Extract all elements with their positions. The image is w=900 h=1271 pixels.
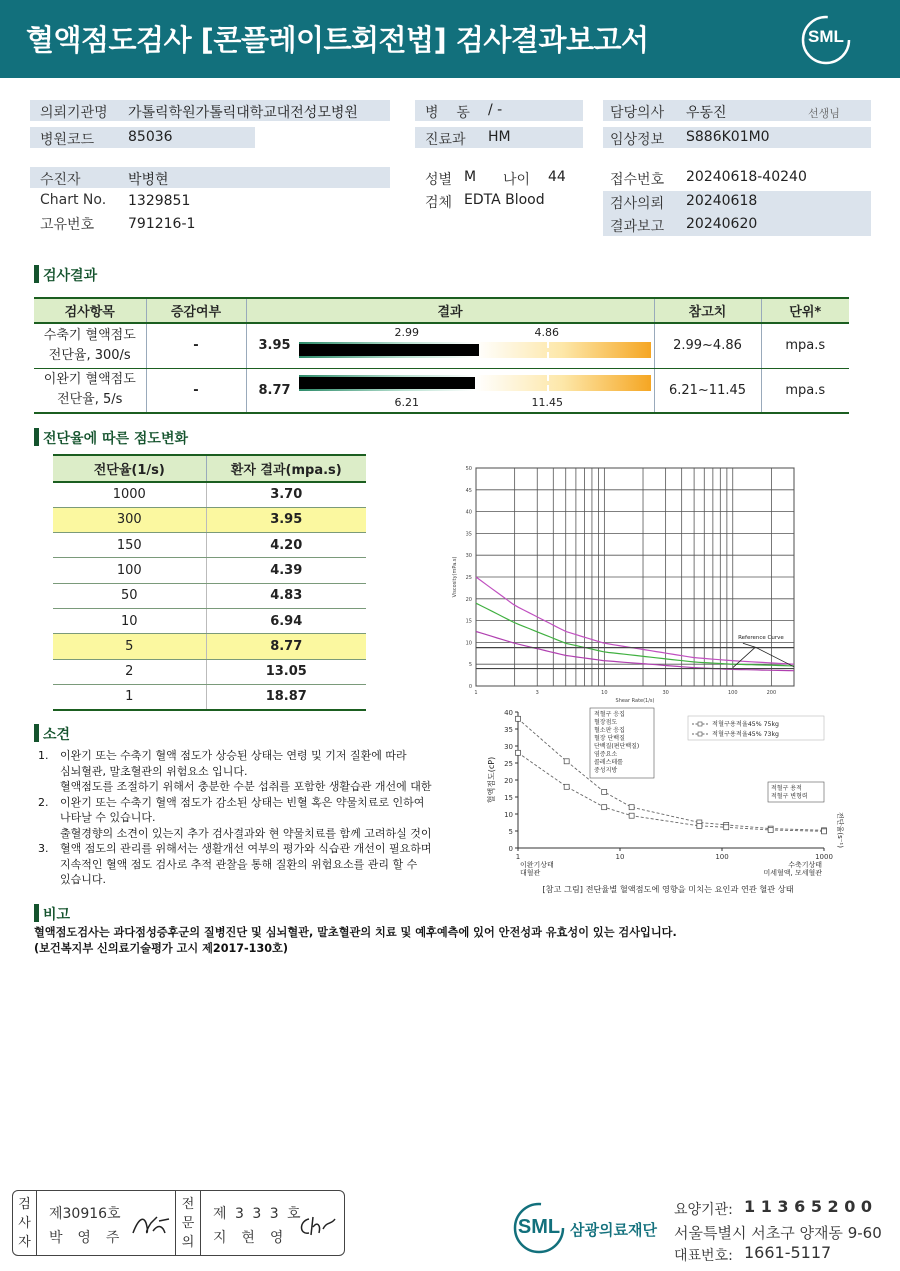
data-point bbox=[822, 829, 827, 834]
opinion-section-title: 소견 bbox=[34, 724, 70, 744]
inspector-name: 박 영 주 bbox=[49, 1230, 122, 1246]
data-point bbox=[602, 805, 607, 810]
y-tick-label: 0 bbox=[508, 845, 513, 853]
x-tick-label: 10 bbox=[615, 853, 625, 861]
result-item: 수축기 혈액점도 전단율, 300/s bbox=[34, 323, 146, 368]
table-row bbox=[34, 323, 849, 368]
y-tick-label: 20 bbox=[465, 596, 472, 603]
dept-value: HM bbox=[488, 129, 511, 145]
chart-value: 1329851 bbox=[128, 193, 191, 209]
institution-value: 가톨릭학원가톨릭대학교대전성모병원 bbox=[128, 105, 358, 121]
y-tick-label: 5 bbox=[508, 828, 513, 836]
shear-table bbox=[53, 454, 366, 711]
y-tick-label: 30 bbox=[465, 553, 472, 560]
factor-label: 단백질(편단백질) bbox=[594, 743, 640, 750]
factor-label: 염증요소 bbox=[594, 751, 618, 758]
y-tick-label: 40 bbox=[504, 709, 513, 717]
doctor-suffix: 선생님 bbox=[808, 107, 840, 120]
phone-label: 대표번호: bbox=[674, 1248, 733, 1264]
result-cell bbox=[246, 323, 654, 368]
result-marker-bar bbox=[299, 344, 479, 356]
y-tick-label: 10 bbox=[504, 811, 513, 819]
result-value: 3.95 bbox=[258, 338, 291, 353]
patient-value: 박병현 bbox=[128, 172, 169, 188]
dept-label: 진료과 bbox=[425, 132, 466, 148]
results-header-ref: 참고치 bbox=[654, 298, 761, 323]
inspector-label: 검 사 자 bbox=[13, 1191, 37, 1255]
right-axis-label: 전단율(s⁻¹) bbox=[836, 812, 844, 848]
table-row: 300 3.95 bbox=[53, 507, 366, 532]
hospital-code-value: 85036 bbox=[128, 129, 173, 145]
y-tick-label: 0 bbox=[468, 684, 472, 690]
table-row bbox=[34, 368, 849, 413]
y-tick-label: 45 bbox=[465, 487, 472, 494]
remark-text: 혈액점도검사는 과다점성증후군의 질병진단 및 심뇌혈관, 말초혈관의 치료 및 예후예측에 있어 안전성과 유효성이 있는 검사입니다. (보건복지부 신의료기술평가 고시 제2017-130호) bbox=[34, 926, 677, 955]
data-point bbox=[724, 825, 729, 830]
y-axis-label: Viscosity(mPa.s) bbox=[452, 556, 458, 598]
result-unit: mpa.s bbox=[761, 368, 849, 413]
data-point bbox=[516, 750, 521, 755]
data-point bbox=[516, 716, 521, 721]
left-note: 이완기상태 bbox=[520, 861, 554, 869]
opinion-item: 3. 혈액 점도의 관리를 위해서는 생활개선 여부의 평가와 식습관 개선이 필요하며 지속적인 혈액 점도 검사로 추적 관찰을 통해 질환의 위험요소를 관리 할 수 있습니다. bbox=[38, 842, 432, 886]
y-tick-label: 25 bbox=[504, 760, 513, 768]
y-tick-label: 20 bbox=[504, 777, 513, 785]
request-label: 검사의뢰 bbox=[610, 196, 665, 212]
y-tick-label: 25 bbox=[465, 575, 472, 581]
clinical-label: 임상정보 bbox=[610, 132, 665, 148]
y-tick-label: 35 bbox=[465, 531, 472, 538]
x-tick-label: 30 bbox=[662, 690, 669, 696]
table-row: 1000 3.70 bbox=[53, 482, 366, 507]
legend-label: 적혈구용적율45% 75kg bbox=[712, 721, 779, 728]
result-value: 8.77 bbox=[258, 382, 291, 398]
results-header-change: 증감여부 bbox=[146, 298, 246, 323]
results-table bbox=[34, 297, 849, 414]
table-row: 5 8.77 bbox=[53, 634, 366, 659]
doctor-value: 우동진 bbox=[686, 105, 727, 121]
factor-label: 혈소판 응집 bbox=[594, 727, 625, 734]
shear-header-value: 환자 결과(mpa.s) bbox=[206, 455, 366, 482]
factor-label: 적혈구 용적 bbox=[771, 785, 802, 792]
clinical-value: S886K01M0 bbox=[686, 129, 770, 145]
result-cell bbox=[246, 368, 654, 413]
code-value: 1 1 3 6 5 2 0 0 bbox=[744, 1197, 873, 1216]
opinion-item: 2. 이완기 또는 수축기 혈액 점도가 감소된 상태는 빈혈 혹은 약물치료로 인하여 나타날 수 있습니다. 출혈경향의 소견이 있는지 추가 검사결과와 현 약물치료를 함께 고려하실 것이 bbox=[38, 795, 432, 840]
annotation-label: Reference Curve bbox=[738, 634, 784, 641]
x-tick-label: 1 bbox=[474, 690, 478, 696]
result-low-tick: 2.99 bbox=[394, 326, 419, 339]
shear-header-rate: 전단율(1/s) bbox=[53, 455, 206, 482]
x-tick-label: 100 bbox=[727, 690, 738, 696]
y-tick-label: 15 bbox=[504, 794, 513, 802]
results-header-unit: 단위* bbox=[761, 298, 849, 323]
shear-section-title: 전단율에 따른 점도변화 bbox=[34, 428, 188, 448]
data-point bbox=[602, 789, 607, 794]
inspector-no: 제30916호 bbox=[49, 1206, 121, 1222]
sml-logo-text: SML bbox=[808, 27, 844, 46]
data-point bbox=[629, 805, 634, 810]
right-note: 수축기상태 bbox=[788, 861, 822, 869]
y-tick-label: 50 bbox=[465, 466, 472, 472]
specialist-signature-icon bbox=[295, 1213, 341, 1239]
id-value: 791216-1 bbox=[128, 216, 196, 232]
table-row: 2 13.05 bbox=[53, 659, 366, 684]
request-value: 20240618 bbox=[686, 193, 758, 209]
id-label: 고유번호 bbox=[40, 217, 95, 233]
sex-value: M bbox=[464, 169, 477, 185]
left-note: 대혈관 bbox=[520, 869, 541, 877]
signature-stamp bbox=[12, 1190, 345, 1256]
y-tick-label: 40 bbox=[465, 509, 472, 516]
factor-chart bbox=[482, 706, 854, 898]
results-section-title: 검사결과 bbox=[34, 265, 97, 285]
factor-label: 중성지방 bbox=[594, 767, 618, 774]
legend-marker bbox=[698, 722, 702, 726]
inspector-signature-icon bbox=[129, 1213, 175, 1239]
x-tick-label: 3 bbox=[535, 690, 539, 696]
x-tick-label: 1 bbox=[515, 853, 521, 861]
y-tick-label: 35 bbox=[504, 726, 513, 734]
specimen-label: 검체 bbox=[425, 195, 453, 211]
factor-label: 혈장점도 bbox=[594, 719, 618, 726]
result-item: 이완기 혈액점도 전단율, 5/s bbox=[34, 368, 146, 413]
org-name: 삼광의료재단 bbox=[570, 1221, 657, 1239]
y-tick-label: 30 bbox=[504, 743, 513, 751]
opinion-list bbox=[30, 748, 470, 888]
data-point bbox=[564, 759, 569, 764]
result-change: - bbox=[146, 368, 246, 413]
table-row: 100 4.39 bbox=[53, 558, 366, 583]
report-label: 결과보고 bbox=[610, 219, 665, 235]
y-tick-label: 10 bbox=[465, 640, 472, 647]
chart-caption: [참고 그림] 전단율별 혈액점도에 영향을 미치는 요인과 연관 혈관 상태 bbox=[542, 884, 794, 894]
data-point bbox=[768, 827, 773, 832]
patient-label: 수진자 bbox=[40, 172, 81, 188]
result-ref: 2.99~4.86 bbox=[654, 323, 761, 368]
chart-label: Chart No. bbox=[40, 192, 107, 208]
result-high-tick: 4.86 bbox=[534, 326, 559, 339]
legend-marker bbox=[698, 732, 702, 736]
result-change: - bbox=[146, 323, 246, 368]
sex-label: 성별 bbox=[425, 172, 453, 188]
y-tick-label: 5 bbox=[468, 662, 472, 669]
table-row: 50 4.83 bbox=[53, 583, 366, 608]
x-tick-label: 200 bbox=[766, 690, 777, 696]
reference-curve-chart bbox=[448, 462, 800, 708]
code-label: 요양기관: bbox=[674, 1202, 733, 1218]
legend-label: 적혈구용적율45% 73kg bbox=[712, 731, 779, 738]
hospital-code-label: 병원코드 bbox=[40, 132, 95, 148]
age-value: 44 bbox=[548, 169, 566, 185]
ward-label: 병 동 bbox=[425, 105, 470, 121]
result-unit: mpa.s bbox=[761, 323, 849, 368]
doctor-label: 담당의사 bbox=[610, 105, 665, 121]
result-high-tick: 11.45 bbox=[531, 395, 563, 409]
results-header-result: 결과 bbox=[246, 298, 654, 323]
ward-value: / - bbox=[488, 102, 503, 118]
age-label: 나이 bbox=[503, 172, 531, 188]
specialist-label: 전 문 의 bbox=[175, 1191, 201, 1255]
x-tick-label: 1000 bbox=[815, 853, 833, 861]
opinion-item: 1. 이완기 또는 수축기 혈액 점도가 상승된 상태는 연령 및 기저 질환에 따라 심뇌혈관, 말초혈관의 위험요소 입니다. 혈액점도를 조절하기 위해서 충분한 수분 섭취를 포함한 생활습관 개선에 대한 bbox=[38, 749, 432, 793]
data-point bbox=[564, 784, 569, 789]
result-low-tick: 6.21 bbox=[394, 395, 419, 409]
x-tick-label: 100 bbox=[715, 853, 729, 861]
table-row: 150 4.20 bbox=[53, 533, 366, 558]
report-value: 20240620 bbox=[686, 216, 758, 232]
factor-label: 혈장 단백질 bbox=[594, 735, 625, 742]
phone-value: 1661-5117 bbox=[744, 1243, 832, 1262]
specialist-no: 제 3 3 3 호 bbox=[213, 1206, 303, 1222]
specimen-value: EDTA Blood bbox=[464, 192, 545, 208]
data-point bbox=[629, 813, 634, 818]
remark-section-title: 비고 bbox=[34, 904, 70, 924]
result-ref: 6.21~11.45 bbox=[654, 368, 761, 413]
y-tick-label: 15 bbox=[465, 618, 472, 625]
result-marker-bar bbox=[299, 377, 475, 389]
table-row: 1 18.87 bbox=[53, 684, 366, 709]
org-address: 서울특별시 서초구 양재동 9-60 bbox=[674, 1224, 882, 1242]
factor-label: 적혈구 변형력 bbox=[771, 793, 808, 800]
results-header-item: 검사항목 bbox=[34, 298, 146, 323]
right-note: 미세혈액, 모세혈관 bbox=[763, 869, 822, 877]
receipt-value: 20240618-40240 bbox=[686, 169, 807, 185]
specialist-name: 지 현 영 bbox=[213, 1230, 286, 1246]
report-title: 혈액점도검사 [콘플레이트회전법] 검사결과보고서 bbox=[26, 23, 649, 57]
factor-label: 적혈구 응집 bbox=[594, 711, 625, 718]
factor-label: 콜레스테롤 bbox=[594, 759, 623, 766]
sml-org-logo-text: SML bbox=[517, 1216, 561, 1238]
report-header bbox=[0, 0, 900, 78]
y-axis-label: 혈액점도(cP) bbox=[487, 756, 496, 804]
table-row: 10 6.94 bbox=[53, 608, 366, 633]
institution-label: 의뢰기관명 bbox=[40, 105, 108, 121]
receipt-label: 접수번호 bbox=[610, 172, 665, 188]
x-axis-label: Shear Rate(1/s) bbox=[615, 698, 655, 704]
data-point bbox=[697, 823, 702, 828]
x-tick-label: 10 bbox=[601, 690, 608, 696]
